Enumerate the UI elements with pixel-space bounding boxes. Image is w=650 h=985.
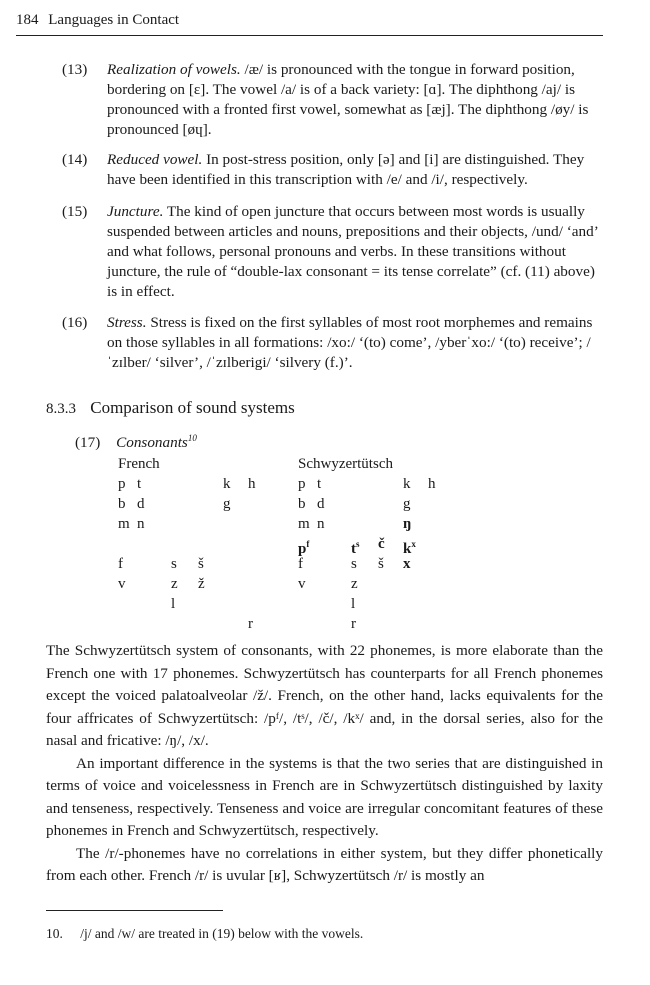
consonant-symbol [248,614,262,634]
consonant-symbol [118,494,132,514]
consonant-base: ž [198,576,205,592]
paragraph: The Schwyzertütsch system of consonants, with 22 phonemes, is more elaborate than the French one with 17 phonemes. Schwyzertütsch has counterparts for all French phonemes except the voiced palatoalveolar /ž/. French, on the other hand, lacks equivalents for the four affricates of Schwyzertütsch: /pᶠ/, /tˢ/, /č/, /kˣ/ and, in the dorsal series, also for the nasal and fricative: /ŋ/, /x/. [46,642,603,749]
footnote-text: /j/ and /w/ are treated in (19) below with the vowels. [80,926,364,941]
consonant-symbol [248,474,262,494]
consonant-symbol [118,474,132,494]
consonant-symbol [403,554,417,574]
consonant-symbol [317,514,331,534]
consonant-symbol [171,594,185,614]
consonant-base: ŋ [403,516,412,532]
consonant-symbol [298,574,312,594]
consonant-base: s [351,556,357,572]
section-heading [46,397,295,420]
consonant-base: x [403,556,411,572]
consonant-symbol [403,474,417,494]
consonant-base: s [171,556,177,572]
consonant-base: g [403,496,411,512]
consonant-symbol [378,534,392,554]
consonant-superscript: f [306,539,310,549]
consonant-symbol [317,474,331,494]
example-17-header [75,428,197,453]
example-lead: Juncture. [107,203,164,220]
page-number: 184 [16,12,39,28]
example-title [116,434,197,451]
footnote-divider [46,910,223,911]
consonant-symbol [428,474,442,494]
consonant-base: b [298,496,306,512]
example-title-text: Consonants [116,434,188,452]
footnote-number: 10. [46,926,63,941]
example-number: (16) [62,314,88,331]
example-16 [62,313,607,373]
example-lead: Reduced vowel. [107,151,203,168]
example-number: (13) [62,61,88,78]
consonant-base: v [298,576,306,592]
example-lead: Realization of vowels. [107,61,241,78]
consonant-base: š [378,556,384,572]
consonant-base: d [137,496,145,512]
consonant-base: š [198,556,204,572]
consonant-base: r [351,616,356,632]
consonant-symbol [298,474,312,494]
consonant-base: d [317,496,325,512]
example-number: (14) [62,151,88,168]
consonant-base: f [118,556,123,572]
consonant-base: g [223,496,231,512]
example-text: The kind of open juncture that occurs between most words is usually suspended between articles and nouns, prepositions and their objects, /und/ ‘and’ and what follows, personal pronouns and verbs. In these transitions without juncture, the rule of “double-lax consonant = its tense correlate” (cf. (11) above) is in effect. [107,203,598,300]
example-14 [62,150,607,190]
consonant-symbol [223,494,237,514]
consonant-base: m [298,516,310,532]
example-number: (17) [75,434,101,452]
consonant-symbol [298,514,312,534]
example-number: (15) [62,203,88,220]
consonant-base: r [248,616,253,632]
consonant-base: p [118,476,126,492]
consonant-symbol [171,554,185,574]
consonant-base: h [428,476,436,492]
consonant-base: k [403,476,411,492]
body-text [46,640,603,888]
consonant-base: č [378,536,385,552]
consonant-symbol [351,614,365,634]
consonant-base: f [298,556,303,572]
example-13 [62,60,607,140]
footnote-ref[interactable]: 10 [187,433,197,443]
consonant-symbol [223,474,237,494]
consonant-symbol [378,554,392,574]
running-head [16,10,603,36]
consonant-base: n [317,516,325,532]
consonant-symbol [118,514,132,534]
example-text: /æ/ is pronounced with the tongue in forward position, bordering on [ɛ]. The vowel /a/ is of a back variety: [ɑ]. The diphthong /aj/ is pronounced with a fronted first vowel, somewhat as [æj]. The diphthong /øy/ is pronounced [øɥ]. [107,61,589,138]
consonant-base: p [298,476,306,492]
chart-label: Schwyzertütsch [298,456,393,472]
consonant-symbol [351,554,365,574]
consonant-symbol [317,494,331,514]
consonant-base: h [248,476,256,492]
section-title: Comparison of sound systems [90,398,295,417]
consonant-base: t [351,541,356,557]
paragraph: An important difference in the systems is that the two series that are distinguished in terms of voice and voicelessness in French are in Schwyzertütsch distinguished by laxity and tenseness, respectively. Tenseness and voice are irregular concomitant features of these phonemes in French and Schwyzertütsch, respectively. [46,754,603,839]
consonant-symbol [118,554,132,574]
consonant-base: t [137,476,142,492]
example-text: Stress is fixed on the first syllables of most root morphemes and remains on those syllables in all formations: /xo:/ ‘(to) come’, /yberˈxo:/ ‘(to) receive’; /ˈzɪlber/ ‘silver’, /ˈzɪlberigi/ ‘silvery (f.)’. [107,314,593,371]
consonant-base: b [118,496,126,512]
consonant-symbol [351,574,365,594]
consonant-superscript: x [411,539,416,549]
consonant-symbol [351,594,365,614]
consonant-symbol [171,574,185,594]
consonant-symbol [137,474,151,494]
consonant-superscript: s [356,539,360,549]
paragraph: The /r/-phonemes have no correlations in either system, but they differ phonetically from each other. French /r/ is uvular [ʁ], Schwyzertütsch /r/ is mostly an [46,844,603,884]
consonant-symbol [198,554,212,574]
consonant-base: l [171,596,176,612]
section-number: 8.3.3 [46,401,76,417]
consonant-symbol [298,494,312,514]
consonant-symbol [137,494,151,514]
consonant-base: z [171,576,178,592]
consonant-symbol [403,514,417,534]
running-head-title: Languages in Contact [48,12,180,28]
consonant-symbol [403,494,417,514]
consonant-symbol [137,514,151,534]
consonant-symbol [198,574,212,594]
example-15 [62,202,607,302]
example-lead: Stress. [107,314,147,331]
chart-label: French [118,456,160,472]
consonant-base: n [137,516,145,532]
consonant-symbol [118,574,132,594]
consonant-symbol [298,554,312,574]
consonant-base: m [118,516,130,532]
consonant-base: k [403,541,412,557]
consonant-base: v [118,576,126,592]
consonant-base: p [298,541,307,557]
example-text: In post-stress position, only [ə] and [i] are distinguished. They have been identified in this transcription with /e/ and /i/, respectively. [107,151,585,188]
consonant-base: z [351,576,358,592]
footnote [46,925,363,943]
consonant-base: l [351,596,356,612]
consonant-base: t [317,476,322,492]
consonant-base: k [223,476,231,492]
